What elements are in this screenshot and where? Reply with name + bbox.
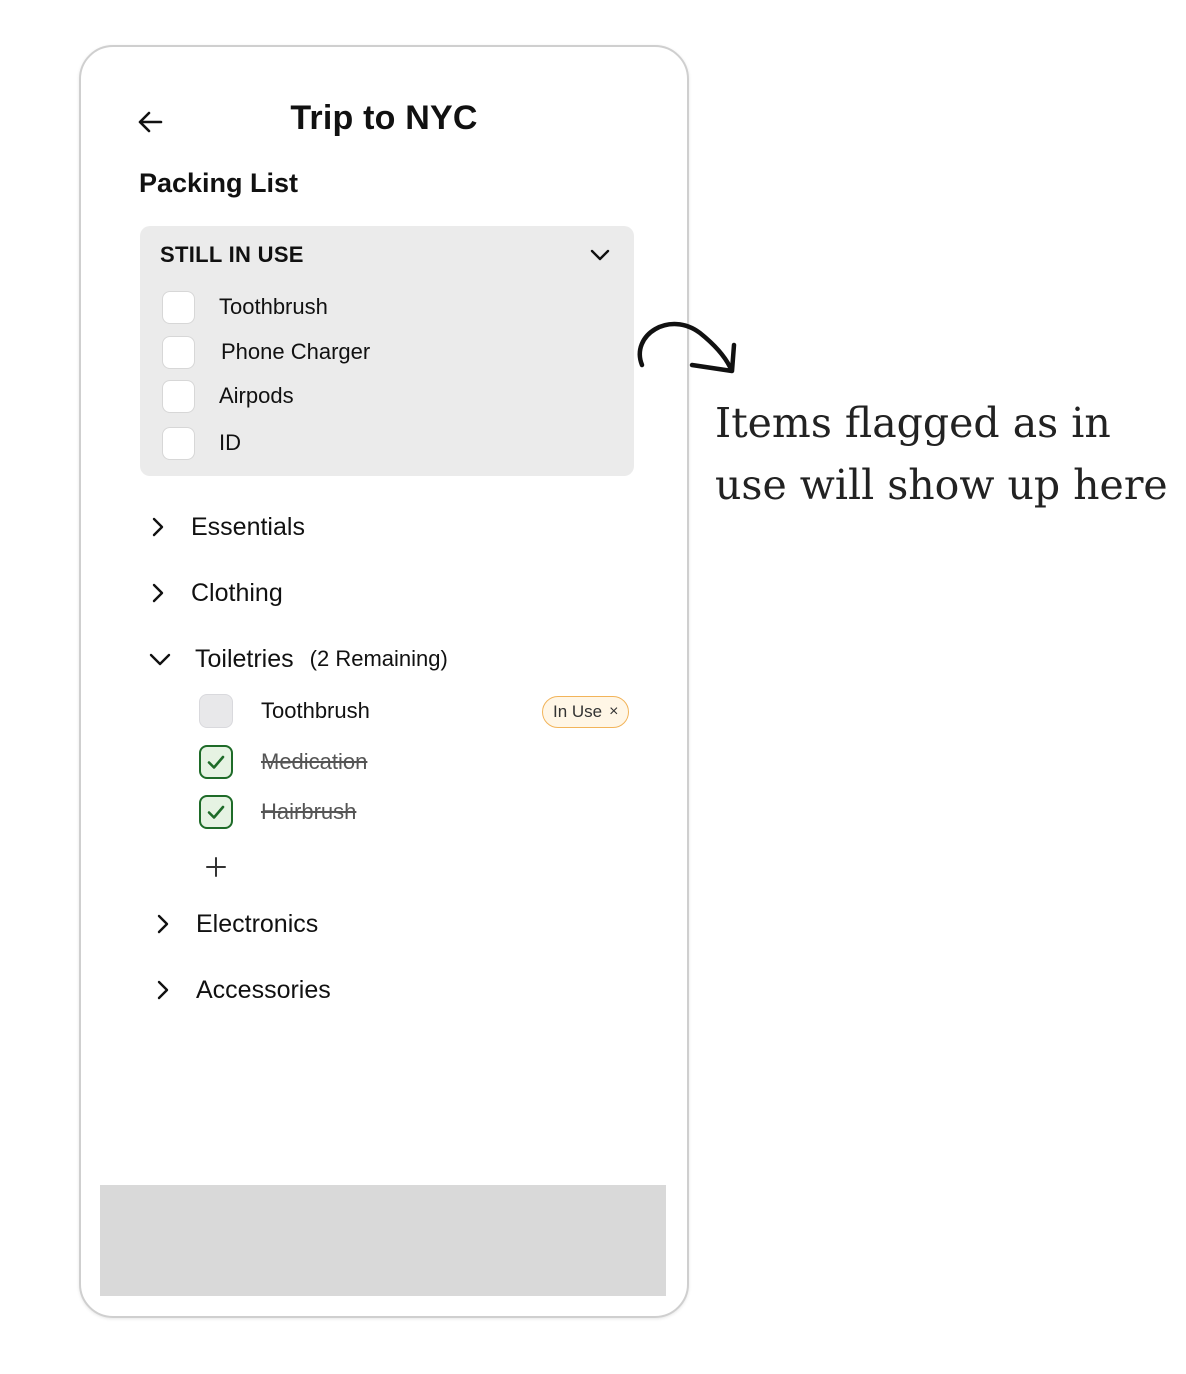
add-item-button[interactable] xyxy=(201,852,231,882)
remaining-count: (2 Remaining) xyxy=(309,646,448,671)
item-label: Phone Charger xyxy=(221,339,371,364)
category-label: Essentials xyxy=(191,512,305,541)
item-label: Medication xyxy=(261,749,368,774)
category-label: Electronics xyxy=(196,909,319,938)
close-icon[interactable]: × xyxy=(609,703,619,720)
checkbox[interactable] xyxy=(199,694,233,728)
category-accessories[interactable] xyxy=(150,972,331,1008)
checkbox-checked[interactable] xyxy=(199,745,233,779)
badge-label: In Use xyxy=(553,702,603,721)
annotation-text: Items flagged as in use will show up here xyxy=(715,399,1168,509)
chevron-right-icon xyxy=(150,977,176,1003)
checkbox-checked[interactable] xyxy=(199,795,233,829)
list-item xyxy=(162,290,328,324)
list-item xyxy=(162,379,294,413)
chevron-down-icon xyxy=(147,646,173,672)
item-label: Hairbrush xyxy=(261,799,357,824)
check-icon xyxy=(205,751,227,773)
list-item xyxy=(162,335,370,369)
list-item xyxy=(199,744,367,780)
list-item xyxy=(162,426,241,460)
item-label: ID xyxy=(219,430,241,455)
packing-list-heading: Packing List xyxy=(139,168,299,198)
category-clothing[interactable] xyxy=(145,575,283,611)
footer-bar xyxy=(100,1185,666,1296)
category-label: Clothing xyxy=(191,578,283,607)
still-in-use-panel xyxy=(140,226,634,476)
category-toiletries[interactable] xyxy=(147,641,448,677)
in-use-badge[interactable] xyxy=(542,696,629,728)
plus-icon xyxy=(205,856,227,878)
curved-arrow-icon xyxy=(630,315,750,385)
item-label: Toothbrush xyxy=(219,294,328,319)
checkbox[interactable] xyxy=(162,336,195,369)
chevron-down-icon[interactable] xyxy=(588,243,612,267)
phone-frame xyxy=(79,45,689,1318)
chevron-right-icon xyxy=(145,514,171,540)
category-label: Toiletries xyxy=(195,644,294,673)
page-title: Trip to NYC xyxy=(290,99,478,137)
still-in-use-heading: STILL IN USE xyxy=(160,242,304,267)
list-item xyxy=(199,693,370,729)
list-item xyxy=(199,794,356,830)
chevron-right-icon xyxy=(150,911,176,937)
item-label: Toothbrush xyxy=(261,698,370,723)
item-label: Airpods xyxy=(219,383,294,408)
category-essentials[interactable] xyxy=(145,509,305,545)
checkbox[interactable] xyxy=(162,380,195,413)
category-electronics[interactable] xyxy=(150,906,318,942)
checkbox[interactable] xyxy=(162,291,195,324)
category-label: Accessories xyxy=(196,975,331,1004)
checkbox[interactable] xyxy=(162,427,195,460)
check-icon xyxy=(205,801,227,823)
chevron-right-icon xyxy=(145,580,171,606)
